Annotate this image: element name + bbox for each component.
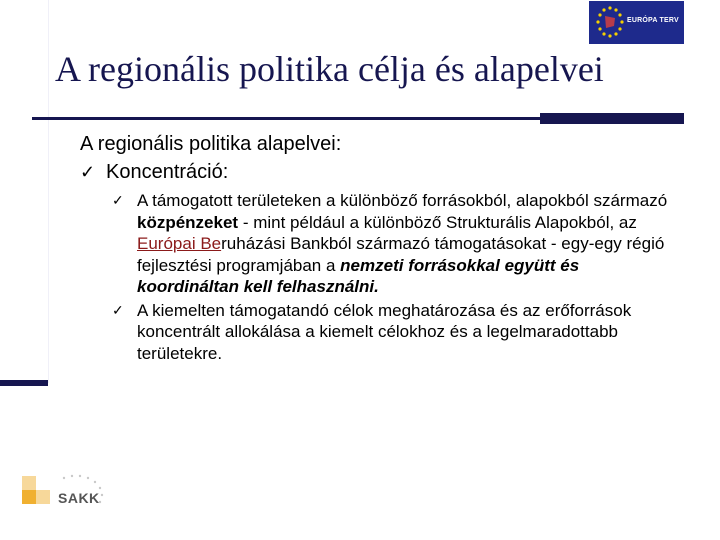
sakk-logo-text: SAKK [58, 490, 100, 506]
concentration-subitems [80, 190, 700, 364]
section-heading: A regionális politika alapelvei: [80, 133, 342, 155]
logo-text: EURÓPA TERV [627, 17, 679, 24]
title-underline-accent [540, 113, 684, 124]
europa-terv-logo [589, 1, 684, 44]
check-icon: ✓ [80, 162, 96, 182]
slide-content [80, 128, 700, 366]
left-accent-bar-end [0, 380, 48, 386]
item-text: A támogatott területeken a különböző forrásokból, alapokból származó [137, 191, 668, 210]
list-item [80, 190, 685, 298]
check-icon: ✓ [112, 192, 124, 208]
eu-stars-icon [593, 4, 627, 40]
sakk-logo [22, 472, 112, 520]
item-emphasis-text: nemzeti forrásokkal együtt és koordináltan kell felhasználni. [137, 255, 580, 296]
item-bold-text: közpénzeket [137, 212, 239, 232]
principle-concentration [80, 160, 700, 184]
slide-title: A regionális politika célja és alapelvei [55, 49, 604, 89]
left-accent-bar [0, 0, 49, 383]
list-item [80, 300, 685, 365]
item-text: - mint például a különböző Strukturális Alapokból, az [238, 212, 637, 232]
european-investment-bank-link[interactable]: Európai Be [137, 234, 222, 253]
item-text: ruházási Bankból származó támogatásokat - egy-egy régió fejlesztési programjában a [137, 234, 665, 275]
item-text: A kiemelten támogatandó célok meghatározása és az erőforrások koncentrált allokálása a kiemelt célokhoz és a legelmaradottabb területekre. [137, 300, 632, 363]
principle-label: Koncentráció: [106, 161, 229, 183]
check-icon: ✓ [112, 301, 124, 318]
